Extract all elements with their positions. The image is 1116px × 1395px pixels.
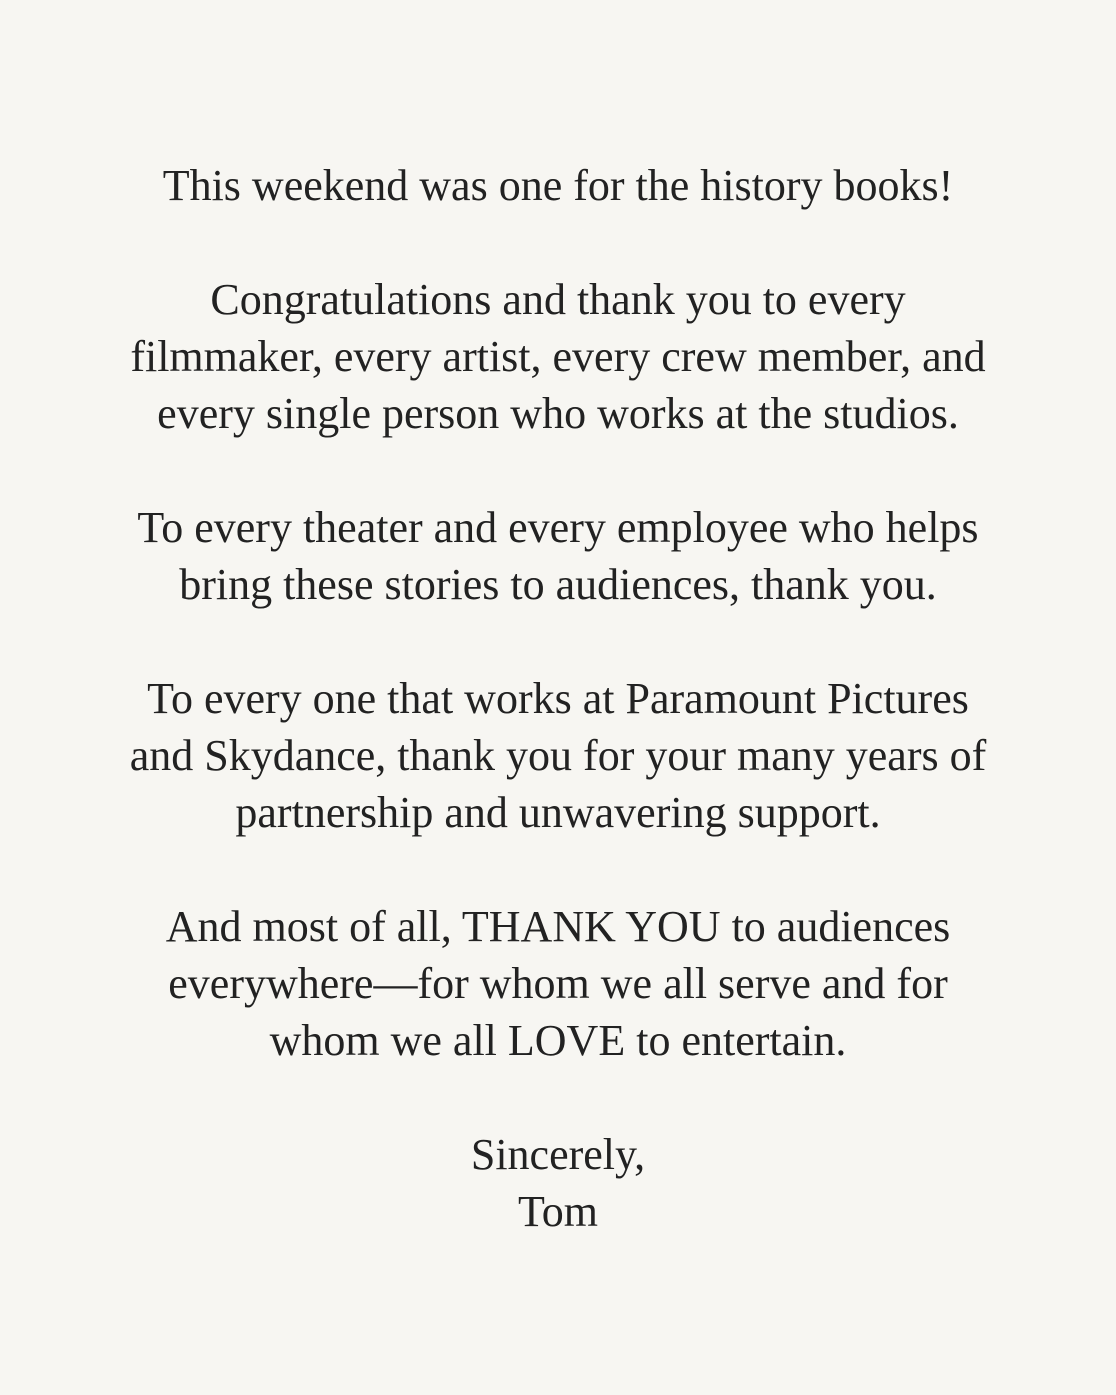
letter-line: and Skydance, thank you for your many years of xyxy=(129,731,987,780)
letter-line: And most of all, THANK YOU to audiences xyxy=(165,902,951,951)
letter-signature: Tom xyxy=(517,1187,599,1236)
letter-line: To every one that works at Paramount Pictures xyxy=(147,674,969,723)
letter-line: To every theater and every employee who helps xyxy=(137,503,979,552)
letter-line: everywhere—for whom we all serve and for xyxy=(168,959,948,1008)
letter-line: filmmaker, every artist, every crew member, and xyxy=(130,332,986,381)
letter-line: This weekend was one for the history books! xyxy=(162,161,954,210)
letter-line: Congratulations and thank you to every xyxy=(210,275,906,324)
letter-closing: Sincerely, xyxy=(470,1130,646,1179)
letter-line: every single person who works at the studios. xyxy=(157,389,959,438)
letter-line: whom we all LOVE to entertain. xyxy=(269,1016,847,1065)
letter-line: bring these stories to audiences, thank you. xyxy=(179,560,937,609)
letter-line: partnership and unwavering support. xyxy=(235,788,881,837)
